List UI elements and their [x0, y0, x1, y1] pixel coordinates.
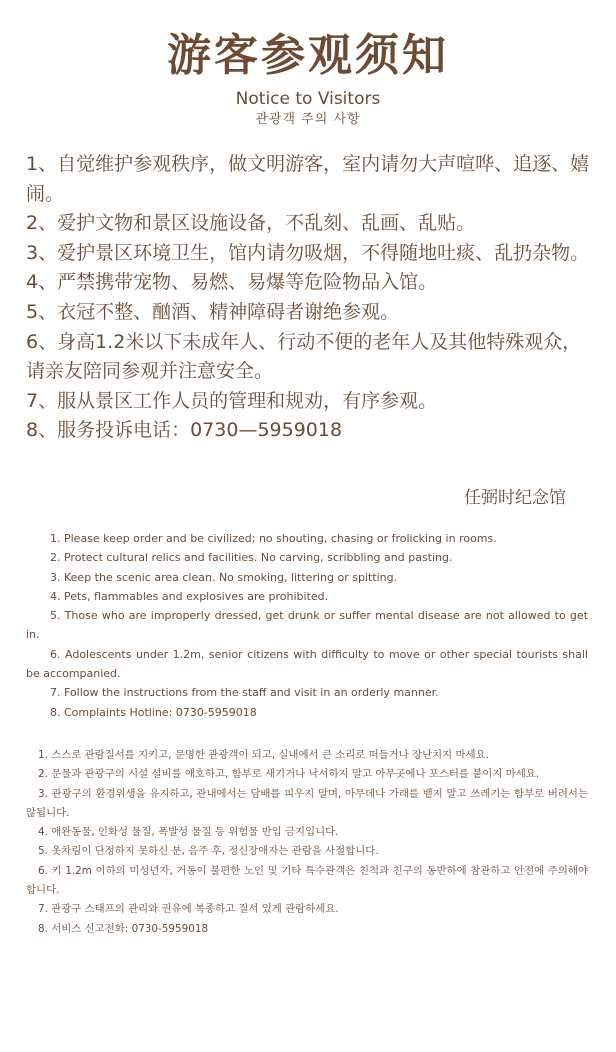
korean-rule-1: 1. 스스로 관람질서를 지키고, 문명한 관광객이 되고, 실내에서 큰 소리로 떠들거나 장난치지 마세요.	[38, 749, 489, 761]
korean-rule-2: 2. 문물과 관광구의 시설 설비를 애호하고, 함부로 새기거나 낙서하지 말고 아무곳에나 포스터를 붙이지 마세요.	[38, 768, 540, 781]
english-rule-2: 2. Protect cultural relics and facilities. No carving, scribbling and pasting.	[50, 551, 453, 565]
chinese-rule-4: 4、严禁携带宠物、易燃、易爆等危险物品入馆。	[26, 271, 438, 294]
chinese-rule-6: 6、身高1.2米以下未成年人、行动不便的老年人及其他特殊观众，请亲友陪同参观并注意安全。	[26, 330, 582, 383]
english-rule-5: 5. Those who are improperly dressed, get drunk or suffer mental disease are not allowed to get in.	[26, 609, 588, 642]
chinese-rule-1: 1、自觉维护参观秩序，做文明游客，室内请勿大声喧哗、追逐、嬉闹。	[26, 153, 590, 205]
korean-rules-list	[26, 746, 588, 939]
english-subtitle: Notice to Visitors	[235, 89, 381, 109]
korean-rule-7: 7. 관광구 스태프의 관리와 권유에 복종하고 질서 있게 관람하세요.	[38, 903, 339, 916]
english-rule-6: 6. Adolescents under 1.2m, senior citizens with difficulty to move or other special tourists shall be accompanied.	[26, 647, 588, 681]
korean-rule-3: 3. 관광구의 환경위생을 유지하고, 관내에서는 담배를 피우지 말며, 아무데나 가래를 뱉지 말고 쓰레기는 함부로 버려서는 않됩니다.	[26, 787, 588, 819]
venue-name: 任弼时纪念馆	[464, 488, 566, 508]
page-title: 游客参观须知	[167, 30, 449, 81]
chinese-rule-5: 5、衣冠不整、酗酒、精神障碍者谢绝参观。	[26, 300, 400, 323]
korean-subtitle: 관광객 주의 사항	[255, 112, 361, 127]
chinese-rules-list	[26, 150, 592, 446]
korean-rule-8: 8. 서비스 신고전화: 0730-5959018	[38, 922, 209, 935]
english-rule-8: 8. Complaints Hotline: 0730-5959018	[50, 705, 257, 719]
english-rule-1: 1. Please keep order and be civilized; no shouting, chasing or frolicking in rooms.	[50, 532, 497, 545]
english-rule-3: 3. Keep the scenic area clean. No smoking, littering or spitting.	[50, 570, 398, 584]
english-rules-list	[26, 529, 588, 722]
english-rule-4: 4. Pets, flammables and explosives are prohibited.	[50, 589, 329, 603]
chinese-rule-2: 2、爱护文物和景区设施设备，不乱刻、乱画、乱贴。	[26, 212, 476, 235]
chinese-rule-8: 8、服务投诉电话：0730—5959018	[26, 419, 343, 442]
korean-rule-6: 6. 키 1.2m 이하의 미성년자, 거동이 불편한 노인 및 기타 특수관객은 친척과 친구의 동반하에 참관하고 안전에 주의해야 합니다.	[26, 864, 588, 897]
chinese-rule-7: 7、服从景区工作人员的管理和规劝，有序参观。	[26, 389, 438, 412]
korean-rule-4: 4. 애완동물, 인화성 물질, 폭발성 물질 등 위험물 반입 금지입니다.	[38, 826, 339, 839]
korean-rule-5: 5. 옷차림이 단정하지 못하신 분, 음주 후, 정신장애자는 관람을 사절합니다.	[38, 845, 379, 858]
english-rule-7: 7. Follow the instructions from the staff and visit in an orderly manner.	[50, 686, 439, 700]
chinese-rule-3: 3、爱护景区环境卫生，馆内请勿吸烟，不得随地吐痰、乱扔杂物。	[26, 241, 590, 264]
